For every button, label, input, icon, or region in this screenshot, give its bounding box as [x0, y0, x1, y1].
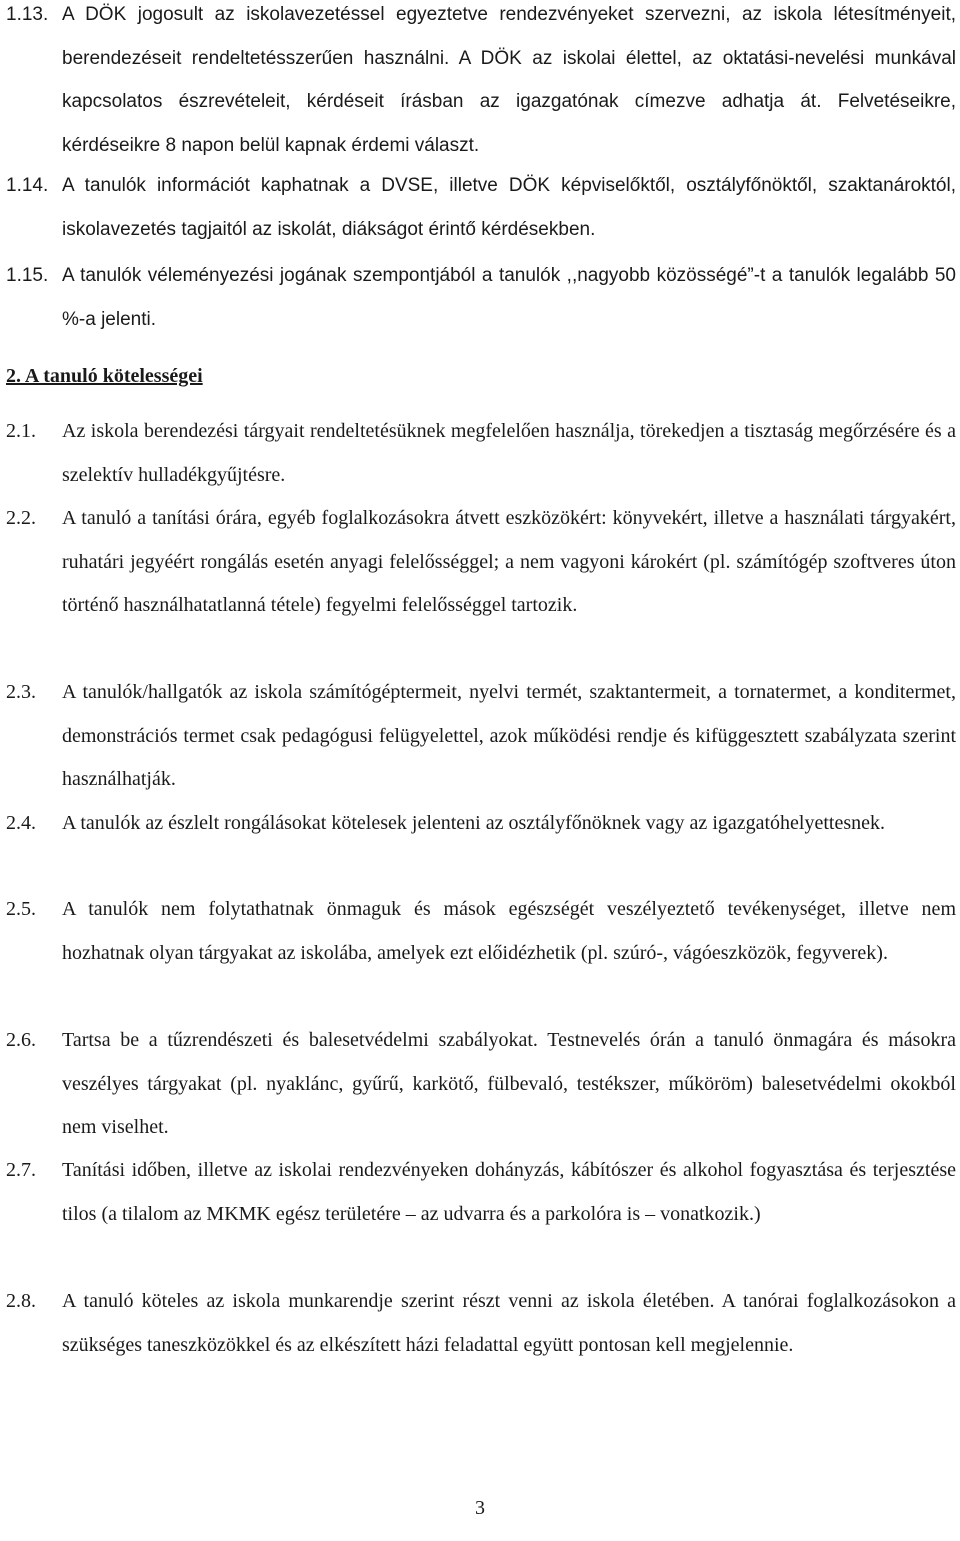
- paragraph-text: A tanulók nem folytathatnak önmaguk és mások egészségét veszélyeztető tevékenységet, illetve nem hozhatnak olyan tárgyakat az iskolába, amelyek ezt előidézhetik (pl. szúró-, vágóeszközök, fegyverek).: [62, 898, 956, 964]
- page-number: 3: [475, 1497, 485, 1519]
- paragraph-text: A tanulók információt kaphatnak a DVSE, illetve DÖK képviselőktől, osztályfőnöktől, szaktanároktól, iskolavezetés tagjaitól az iskolát, diákságot érintő kérdésekben.: [62, 175, 956, 240]
- paragraph-text: A tanuló a tanítási órára, egyéb foglalkozásokra átvett eszközökért: könyvekért, illetve a használati tárgyakért, ruhatári jegyéért rongálás esetén anyagi felelősséggel; a nem vagyoni károkért (pl. számítógép szoftveres úton történő használhatatlanná tétele) fegyelmi felelősséggel tartozik.: [62, 507, 956, 616]
- paragraph-number: 2.8.: [6, 1290, 36, 1312]
- paragraph-number: 2.1.: [6, 420, 36, 442]
- paragraph-text: A tanuló köteles az iskola munkarendje szerint részt venni az iskola életében. A tanórai foglalkozásokon a szükséges taneszközökkel és az elkészített házi feladattal együtt pontosan kell megjelennie.: [62, 1290, 956, 1356]
- paragraph-1-13: [6, 0, 956, 167]
- paragraph-text: A DÖK jogosult az iskolavezetéssel egyeztetve rendezvényeket szervezni, az iskola létesítményeit, berendezéseit rendeltetésszerűen használni. A DÖK az iskolai élettel, az oktatási-nevelési munkával kapcsolatos észrevételeit, kérdéseit írásban az igazgatónak címezve adhatja át. Felvetéseikre, kérdéseikre 8 napon belül kapnak érdemi választ.: [62, 4, 956, 156]
- paragraph-2-4: [6, 802, 956, 846]
- paragraph-text: Tanítási időben, illetve az iskolai rendezvényeken dohányzás, kábítószer és alkohol fogyasztása és terjesztése tilos (a tilalom az MKMK egész területére – az udvarra és a parkolóra is – vonatkozik.): [62, 1159, 956, 1225]
- paragraph-2-6: [6, 1019, 956, 1150]
- paragraph-number: 2.2.: [6, 507, 36, 529]
- paragraph-2-2: [6, 497, 956, 628]
- paragraph-number: 1.15.: [6, 265, 49, 286]
- paragraph-text: Tartsa be a tűzrendészeti és balesetvédelmi szabályokat. Testnevelés órán a tanuló önmagára és másokra veszélyes tárgyakat (pl. nyaklánc, gyűrű, karkötő, fülbevaló, testékszer, műköröm) balesetvédelmi okokból nem viselhet.: [62, 1029, 956, 1138]
- paragraph-2-1: [6, 410, 956, 497]
- paragraph-number: 1.14.: [6, 175, 49, 196]
- paragraph-text: A tanulók az észlelt rongálásokat kötelesek jelenteni az osztályfőnöknek vagy az igazgatóhelyettesnek.: [62, 812, 886, 834]
- paragraph-number: 2.3.: [6, 681, 36, 703]
- paragraph-text: A tanulók véleményezési jogának szempontjából a tanulók ,,nagyobb közösségé”-t a tanulók legalább 50 %-a jelenti.: [62, 265, 956, 330]
- paragraph-text: A tanulók/hallgatók az iskola számítógéptermeit, nyelvi termét, szaktantermeit, a tornatermet, a konditermet, demonstrációs termet csak pedagógusi felügyelettel, azok működési rendje és kifüggesztett szabályzata szerint használhatják.: [62, 681, 956, 790]
- paragraph-number: 2.6.: [6, 1029, 36, 1051]
- section-heading: 2. A tanuló kötelességei: [6, 365, 203, 387]
- paragraph-1-14: [6, 164, 956, 251]
- paragraph-number: 2.5.: [6, 898, 36, 920]
- paragraph-2-3: [6, 671, 956, 802]
- paragraph-2-8: [6, 1280, 956, 1367]
- paragraph-number: 2.4.: [6, 812, 36, 834]
- paragraph-2-5: [6, 888, 956, 975]
- paragraph-text: Az iskola berendezési tárgyait rendeltetésüknek megfelelően használja, törekedjen a tisztaság megőrzésére és a szelektív hulladékgyűjtésre.: [62, 420, 956, 486]
- paragraph-number: 1.13.: [6, 4, 49, 25]
- paragraph-1-15: [6, 254, 956, 341]
- paragraph-number: 2.7.: [6, 1159, 36, 1181]
- paragraph-2-7: [6, 1149, 956, 1236]
